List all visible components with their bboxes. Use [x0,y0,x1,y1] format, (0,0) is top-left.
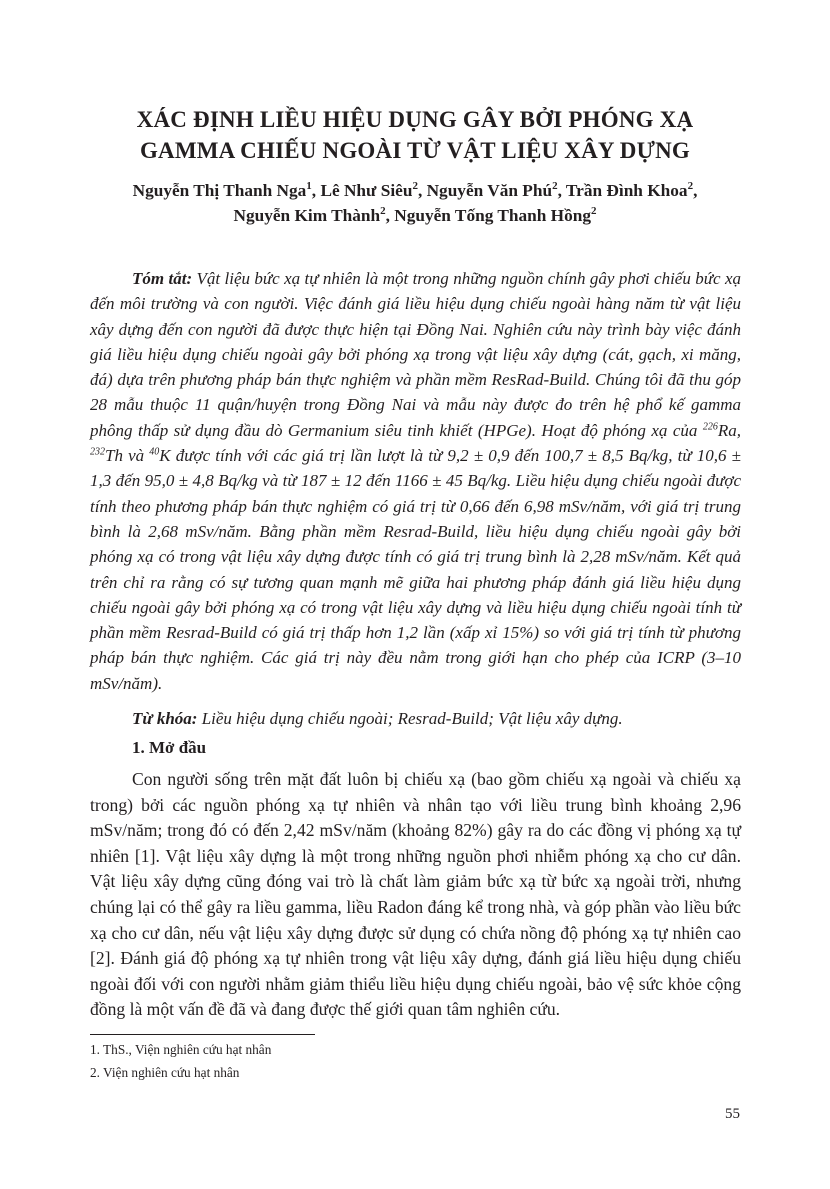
isotope-mass-th: 232 [90,446,105,458]
author-separator: , [557,181,566,200]
author-affiliation-mark: 2 [552,180,558,193]
body-paragraph: Con người sống trên mặt đất luôn bị chiếu xạ (bao gồm chiếu xạ ngoài và chiếu xạ trong) bởi các nguồn phóng xạ tự nhiên và nhân tạo với liều trung bình khoảng 2,96 mSv/năm; trong đó có đến 2,42 mSv/năm (khoảng 82%) gây ra do các đồng vị phóng xạ tự nhiên [1]. Vật liệu xây dựng là một trong những nguồn phơi nhiễm phóng xạ cho cư dân. Vật liệu xây dựng cũng đóng vai trò là chất làm giảm bức xạ từ bức xạ ngoài trời, nhưng chúng lại có thể gây ra liều gamma, liều Radon đáng kể trong nhà, và góp phần vào liều bức xạ cho cư dân, nếu vật liệu xây dựng được sử dụng có chứa nồng độ phóng xạ tự nhiên cao [2]. Đánh giá độ phóng xạ tự nhiên trong vật liệu xây dựng, đánh giá liều hiệu dụng chiếu ngoài đối với con người nhằm giảm thiểu liều hiệu dụng chiếu ngoài, bảo vệ sức khỏe cộng đồng là một vấn đề đã và đang được thế giới quan tâm nghiên cứu. [90,769,741,1020]
author-name: Nguyễn Văn Phú [426,181,553,200]
abstract-text-part-1: Vật liệu bức xạ tự nhiên là một trong những nguồn chính gây phơi chiếu bức xạ đến môi trường và con người. Việc đánh giá liều hiệu dụng chiếu ngoài hàng năm từ vật liệu xây dựng đến con người đã được thực hiện tại Đồng Nai. Nghiên cứu này trình bày việc đánh giá liều hiệu dụng chiếu ngoài gây bởi phóng xạ trong vật liệu xây dựng (cát, gạch, xi măng, đá) dựa trên phương pháp bán thực nghiệm và phần mềm ResRad-Build. Chúng tôi đã thu góp 28 mẫu thuộc 11 quận/huyện trong Đồng Nai và mẫu này được đo trên hệ phổ kế gamma phông thấp sử dụng đầu dò Germanium siêu tinh khiết (HPGe). Hoạt độ phóng xạ của [90,269,741,440]
isotope-ra: Ra, [717,420,741,440]
footnote-2: 2. Viện nghiên cứu hạt nhân [90,1065,240,1080]
isotope-th: Th và [105,446,150,466]
isotope-mass-ra: 226 [702,421,718,433]
abstract-label: Tóm tắt: [132,269,193,288]
author-name: Nguyễn Tống Thanh Hồng [394,206,591,225]
author-separator: , [417,181,427,200]
author-affiliation-mark: 2 [591,205,597,218]
keywords [90,707,741,731]
abstract-text-part-2: K được tính với các giá trị lần lượt là từ 9,2 ± 0,9 đến 100,7 ± 8,5 Bq/kg, từ 10,6 ± 1,3 đến 95,0 ± 4,8 Bq/kg và từ 187 ± 12 đến 1166 ± 45 Bq/kg. Liều hiệu dụng chiếu ngoài được tính theo phương pháp bán thực nghiệm có giá trị từ 0,66 đến 6,98 mSv/năm, với giá trị trung bình là 2,68 mSv/năm. Bằng phần mềm Resrad-Build, liều hiệu dụng chiếu ngoài gây bởi phóng xạ có trong vật liệu xây dựng được tính có giá trị trung bình là 2,28 mSv/năm. Kết quả trên chỉ ra rằng có sự tương quan mạnh mẽ giữa hai phương pháp đánh giá liều hiệu dụng chiếu ngoài gây bởi phóng xạ có trong vật liệu xây dựng và liều hiệu dụng chiếu ngoài tính từ phần mềm Resrad-Build có giá trị thấp hơn 1,2 lần (xấp xỉ 15%) so với giá trị tính từ phương pháp bán thực nghiệm. Các giá trị này đều nằm trong giới hạn cho phép của ICRP (3–10 mSv/năm). [90,446,742,693]
title-line-2: GAMMA CHIẾU NGOÀI TỪ VẬT LIỆU XÂY DỰNG [139,138,691,163]
isotope-mass-k: 40 [149,446,160,458]
author-affiliation-mark: 2 [687,180,694,193]
abstract [90,266,741,696]
author-list [90,178,740,228]
abstract-paragraph [90,266,741,696]
title-line-1: XÁC ĐỊNH LIỀU HIỆU DỤNG GÂY BỞI PHÓNG XẠ [136,107,694,132]
author-separator: , [693,181,698,200]
author-separator: , [311,181,321,200]
body-text [90,767,741,1023]
footnote-divider [90,1034,315,1035]
author-line-2 [90,203,740,228]
author-name: Nguyễn Thị Thanh Nga [132,181,307,200]
page-number: 55 [725,1106,740,1122]
author-affiliation-mark: 2 [380,205,386,218]
author-affiliation-mark: 1 [306,180,312,193]
paper-title [90,104,740,166]
footnote-1: 1. ThS., Viện nghiên cứu hạt nhân [90,1042,272,1057]
keywords-text: Liều hiệu dụng chiếu ngoài; Resrad-Build; Vật liệu xây dựng. [197,709,623,728]
author-separator: , [385,206,395,225]
keywords-label: Từ khóa: [132,709,198,728]
author-name: Trần Đình Khoa [565,181,688,200]
author-name: Nguyễn Kim Thành [233,206,381,225]
author-affiliation-mark: 2 [412,180,418,193]
author-name: Lê Như Siêu [320,181,413,200]
author-line-1 [90,178,740,203]
section-heading: 1. Mở đầu [132,738,207,757]
